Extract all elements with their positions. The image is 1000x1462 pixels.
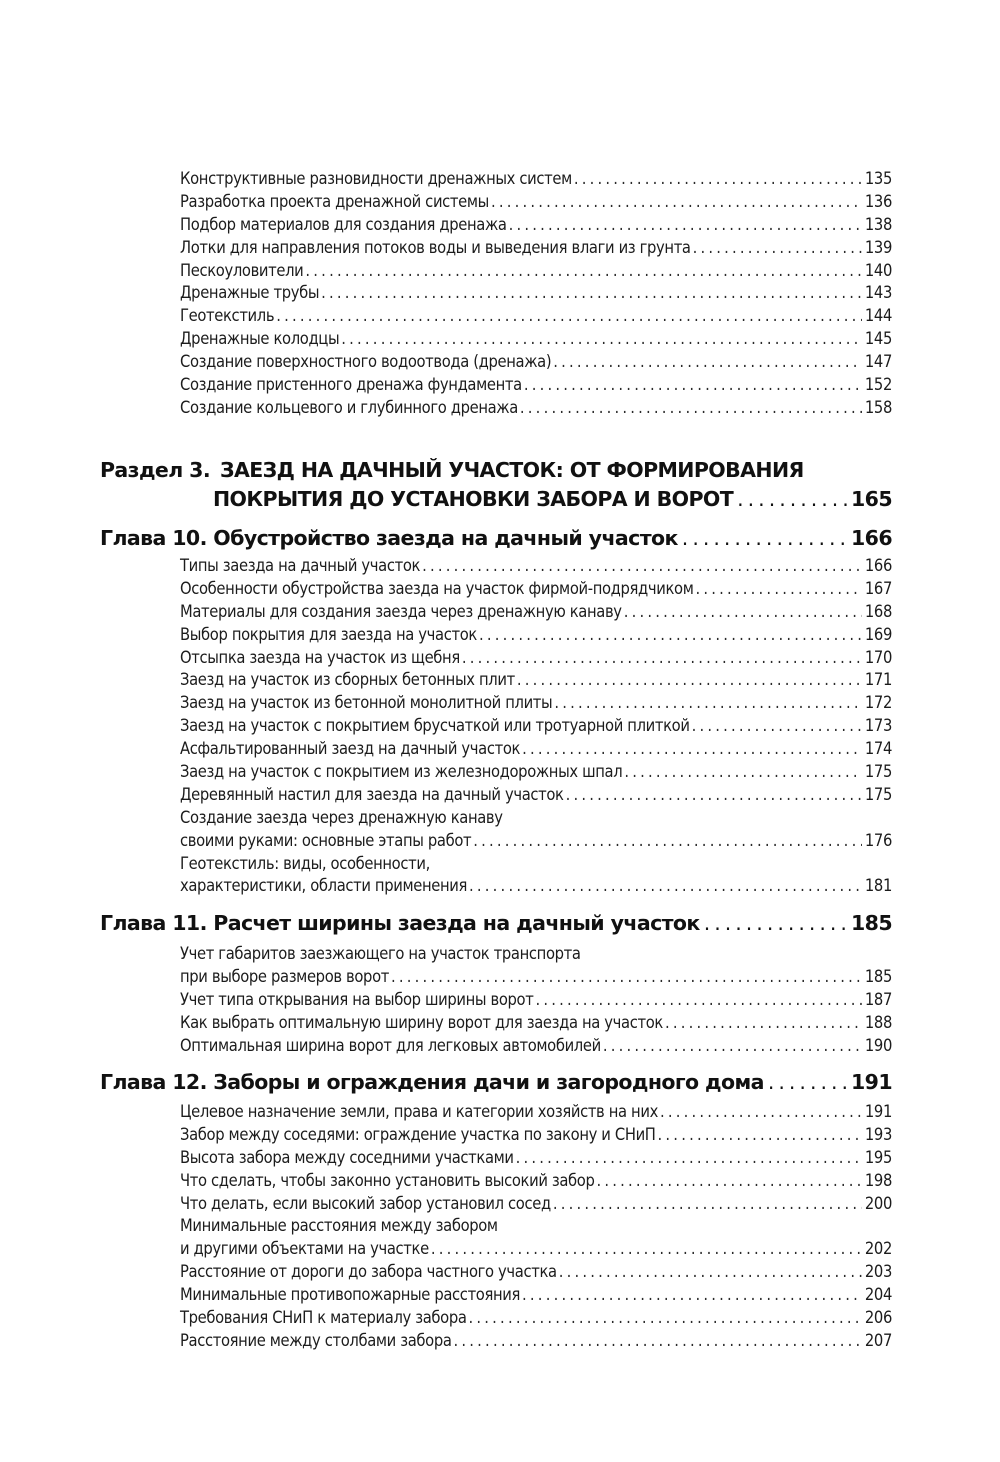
entry-title: Типы заезда на дачный участок bbox=[180, 556, 421, 575]
entry-page: 144 bbox=[864, 306, 892, 326]
entry-title: Дренажные трубы bbox=[180, 283, 320, 303]
leader-dots bbox=[517, 669, 862, 692]
entry-title: Забор между соседями: ограждение участка по закону и СНиП bbox=[180, 1124, 656, 1144]
entry-title-line1: Минимальные расстояния между забором bbox=[180, 1216, 498, 1236]
entry-title: Геотекстиль bbox=[180, 306, 275, 326]
chapter-title: Глава 11. Расчет ширины заезда на дачный участок bbox=[100, 911, 700, 935]
leader-dots bbox=[535, 989, 861, 1012]
toc-entry[interactable] bbox=[180, 1147, 892, 1170]
entry-page: 169 bbox=[864, 624, 892, 644]
leader-dots bbox=[462, 647, 862, 670]
leader-dots bbox=[305, 260, 861, 283]
entry-title: Выбор покрытия для заезда на участок bbox=[180, 624, 477, 644]
entry-page: 173 bbox=[864, 716, 892, 736]
entry-page: 198 bbox=[864, 1170, 892, 1190]
toc-entry[interactable] bbox=[180, 374, 892, 397]
toc-entry[interactable] bbox=[180, 1101, 892, 1124]
toc-entry[interactable] bbox=[180, 214, 892, 237]
toc-entry-multiline[interactable] bbox=[180, 1215, 892, 1261]
entry-title: Расстояние от дороги до забора частного участка bbox=[180, 1262, 557, 1282]
toc-top-entries bbox=[0, 168, 1000, 420]
leader-dots bbox=[479, 624, 862, 647]
chapter-title: Глава 10. Обустройство заезда на дачный участок bbox=[100, 526, 678, 550]
leader-dots bbox=[660, 1101, 862, 1124]
toc-entry[interactable] bbox=[180, 1193, 892, 1216]
toc-entry[interactable] bbox=[180, 669, 892, 692]
leader-dots bbox=[391, 966, 862, 989]
toc-entry[interactable] bbox=[180, 692, 892, 715]
leader-dots bbox=[516, 1147, 862, 1170]
leader-dots bbox=[522, 738, 862, 761]
entry-page: 206 bbox=[864, 1308, 892, 1328]
entry-title-line2: при выборе размеров ворот bbox=[180, 966, 389, 986]
entry-title: Создание кольцевого и глубинного дренажа bbox=[180, 397, 518, 417]
entry-title: Учет типа открывания на выбор ширины ворот bbox=[180, 989, 534, 1009]
chapter-12 bbox=[0, 1068, 1000, 1097]
entry-title: Создание поверхностного водоотвода (дренажа) bbox=[180, 352, 552, 372]
entry-page: 158 bbox=[864, 397, 892, 417]
chapter-heading[interactable] bbox=[100, 524, 892, 553]
entry-title: Особенности обустройства заезда на участок фирмой-подрядчиком bbox=[180, 578, 694, 598]
chapter-11-entries bbox=[0, 943, 1000, 1057]
entry-page: 200 bbox=[864, 1193, 892, 1213]
entry-page: 143 bbox=[864, 283, 892, 303]
leader-dots bbox=[693, 237, 862, 260]
entry-page: 188 bbox=[864, 1012, 892, 1032]
leader-dots bbox=[422, 555, 862, 578]
entry-title: Заезд на участок с покрытием из железнодорожных шпал bbox=[180, 762, 623, 782]
leader-dots bbox=[473, 830, 862, 853]
leader-dots bbox=[658, 1124, 862, 1147]
leader-dots bbox=[737, 485, 848, 514]
entry-title: Что сделать, чтобы законно установить высокий забор bbox=[180, 1170, 595, 1190]
leader-dots bbox=[454, 1330, 862, 1353]
leader-dots bbox=[520, 397, 862, 420]
toc-entry[interactable] bbox=[180, 237, 892, 260]
entry-title: Что делать, если высокий забор установил сосед bbox=[180, 1193, 551, 1213]
entry-title: Материалы для создания заезда через дренажную канаву bbox=[180, 601, 622, 621]
leader-dots bbox=[696, 578, 862, 601]
entry-title: Расстояние между столбами забора bbox=[180, 1330, 452, 1350]
toc-entry-multiline[interactable] bbox=[180, 943, 892, 989]
entry-title-line2: и другими объектами на участке bbox=[180, 1239, 429, 1259]
entry-page: 140 bbox=[864, 260, 892, 280]
entry-title: Конструктивные разновидности дренажных систем bbox=[180, 169, 572, 188]
entry-title-line2: своими руками: основные этапы работ bbox=[180, 830, 472, 850]
entry-page: 175 bbox=[864, 762, 892, 782]
chapter-11 bbox=[0, 909, 1000, 938]
entry-title: Как выбрать оптимальную ширину ворот для заезда на участок bbox=[180, 1012, 663, 1032]
leader-dots bbox=[554, 692, 862, 715]
entry-title: Деревянный настил для заезда на дачный участок bbox=[180, 784, 564, 804]
leader-dots bbox=[431, 1238, 862, 1261]
toc-entry[interactable] bbox=[180, 784, 892, 807]
toc-entry[interactable] bbox=[180, 1035, 892, 1058]
section-title-line1: ЗАЕЗД НА ДАЧНЫЙ УЧАСТОК: ОТ ФОРМИРОВАНИЯ bbox=[220, 458, 804, 482]
entry-title: Оптимальная ширина ворот для легковых автомобилей bbox=[180, 1035, 601, 1055]
toc-entry[interactable] bbox=[180, 351, 892, 374]
toc-entry[interactable] bbox=[180, 555, 892, 578]
toc-entry[interactable] bbox=[180, 624, 892, 647]
toc-entry[interactable] bbox=[180, 989, 892, 1012]
toc-entry-multiline[interactable] bbox=[180, 807, 892, 853]
entry-title: Разработка проекта дренажной системы bbox=[180, 191, 489, 211]
toc-entry[interactable] bbox=[180, 191, 892, 214]
entry-page: 203 bbox=[864, 1262, 892, 1282]
entry-title: Подбор материалов для создания дренажа bbox=[180, 214, 507, 234]
toc-entry[interactable] bbox=[180, 1330, 892, 1353]
leader-dots bbox=[624, 761, 862, 784]
toc-entry[interactable] bbox=[180, 305, 892, 328]
leader-dots bbox=[469, 1307, 862, 1330]
entry-page: 138 bbox=[864, 214, 892, 234]
entry-page: 191 bbox=[864, 1102, 892, 1121]
chapter-page: 191 bbox=[851, 1070, 892, 1094]
leader-dots bbox=[509, 214, 862, 237]
entry-page: 168 bbox=[864, 601, 892, 621]
toc-entry[interactable] bbox=[180, 328, 892, 351]
toc-entry[interactable] bbox=[180, 1012, 892, 1035]
toc-entry[interactable] bbox=[180, 1261, 892, 1284]
leader-dots bbox=[768, 1068, 848, 1097]
leader-dots bbox=[704, 909, 848, 938]
toc-entry[interactable] bbox=[180, 761, 892, 784]
toc-entry[interactable] bbox=[180, 1307, 892, 1330]
toc-entry[interactable] bbox=[180, 601, 892, 624]
entry-page: 204 bbox=[864, 1285, 892, 1305]
entry-title-line2: характеристики, области применения bbox=[180, 876, 468, 896]
entry-title-line1: Создание заезда через дренажную канаву bbox=[180, 807, 503, 827]
entry-title: Дренажные колодцы bbox=[180, 329, 340, 349]
toc-entry[interactable] bbox=[180, 715, 892, 738]
entry-page: 195 bbox=[864, 1147, 892, 1167]
entry-page: 147 bbox=[864, 352, 892, 372]
entry-page: 172 bbox=[864, 693, 892, 713]
toc-entry[interactable] bbox=[180, 647, 892, 670]
entry-page: 145 bbox=[864, 329, 892, 349]
entry-title: Заезд на участок с покрытием брусчаткой или тротуарной плиткой bbox=[180, 716, 690, 736]
entry-page: 167 bbox=[864, 578, 892, 598]
entry-page: 193 bbox=[864, 1124, 892, 1144]
entry-title: Заезд на участок из сборных бетонных плит bbox=[180, 670, 515, 690]
entry-page: 152 bbox=[864, 375, 892, 395]
leader-dots bbox=[522, 1284, 862, 1307]
leader-dots bbox=[682, 524, 848, 553]
toc-entry[interactable] bbox=[180, 738, 892, 761]
leader-dots bbox=[665, 1012, 862, 1035]
entry-page: 181 bbox=[864, 876, 892, 896]
chapter-12-entries bbox=[0, 1101, 1000, 1353]
leader-dots bbox=[624, 601, 862, 624]
section-3-heading[interactable] bbox=[0, 456, 1000, 514]
entry-page: 190 bbox=[864, 1035, 892, 1055]
leader-dots bbox=[276, 305, 862, 328]
entry-title: Требования СНиП к материалу забора bbox=[180, 1308, 467, 1328]
leader-dots bbox=[491, 191, 862, 214]
chapter-page: 185 bbox=[851, 911, 892, 935]
entry-page: 202 bbox=[864, 1239, 892, 1259]
entry-page: 175 bbox=[864, 784, 892, 804]
entry-page: 170 bbox=[864, 647, 892, 667]
section-label: Раздел 3. bbox=[100, 458, 211, 482]
entry-title-line1: Учет габаритов заезжающего на участок транспорта bbox=[180, 944, 581, 963]
entry-page: 176 bbox=[864, 830, 892, 850]
toc-entry[interactable] bbox=[180, 578, 892, 601]
toc-entry-multiline[interactable] bbox=[180, 853, 892, 899]
entry-title-line1: Геотекстиль: виды, особенности, bbox=[180, 853, 430, 873]
entry-title: Минимальные противопожарные расстояния bbox=[180, 1285, 521, 1305]
entry-title: Целевое назначение земли, права и категории хозяйств на них bbox=[180, 1102, 658, 1121]
section-title-line2: ПОКРЫТИЯ ДО УСТАНОВКИ ЗАБОРА И ВОРОТ bbox=[213, 487, 734, 511]
leader-dots bbox=[574, 168, 862, 191]
entry-title: Пескоуловители bbox=[180, 260, 304, 280]
entry-page: 135 bbox=[864, 169, 892, 188]
entry-page: 136 bbox=[864, 191, 892, 211]
chapter-heading[interactable] bbox=[100, 909, 892, 938]
entry-page: 139 bbox=[864, 237, 892, 257]
chapter-10 bbox=[0, 524, 1000, 553]
leader-dots bbox=[553, 351, 862, 374]
entry-page: 171 bbox=[864, 670, 892, 690]
chapter-title: Глава 12. Заборы и ограждения дачи и загородного дома bbox=[100, 1070, 764, 1094]
leader-dots bbox=[559, 1261, 862, 1284]
entry-page: 185 bbox=[864, 966, 892, 986]
leader-dots bbox=[603, 1035, 862, 1058]
chapter-10-entries bbox=[0, 555, 1000, 898]
entry-page: 207 bbox=[864, 1330, 892, 1350]
toc-entry[interactable] bbox=[180, 1170, 892, 1193]
entry-title: Высота забора между соседними участками bbox=[180, 1147, 514, 1167]
entry-page: 174 bbox=[864, 739, 892, 759]
toc-entry[interactable] bbox=[180, 1124, 892, 1147]
chapter-heading[interactable] bbox=[100, 1068, 892, 1097]
leader-dots bbox=[597, 1170, 862, 1193]
entry-title: Отсыпка заезда на участок из щебня bbox=[180, 647, 460, 667]
toc-entry[interactable] bbox=[180, 397, 892, 420]
leader-dots bbox=[341, 328, 862, 351]
entry-page: 187 bbox=[864, 989, 892, 1009]
toc-entry[interactable] bbox=[180, 260, 892, 283]
leader-dots bbox=[321, 282, 862, 305]
leader-dots bbox=[524, 374, 862, 397]
entry-title: Лотки для направления потоков воды и выведения влаги из грунта bbox=[180, 237, 691, 257]
leader-dots bbox=[566, 784, 862, 807]
entry-page: 166 bbox=[864, 556, 892, 575]
entry-title: Заезд на участок из бетонной монолитной плиты bbox=[180, 693, 553, 713]
entry-title: Создание пристенного дренажа фундамента bbox=[180, 375, 522, 395]
chapter-page: 166 bbox=[851, 526, 892, 550]
leader-dots bbox=[692, 715, 862, 738]
leader-dots bbox=[553, 1193, 862, 1216]
entry-title: Асфальтированный заезд на дачный участок bbox=[180, 739, 521, 759]
toc-entry[interactable] bbox=[180, 282, 892, 305]
toc-entry[interactable] bbox=[180, 1284, 892, 1307]
toc-entry[interactable] bbox=[180, 168, 892, 191]
section-page: 165 bbox=[851, 487, 892, 511]
leader-dots bbox=[469, 875, 862, 898]
